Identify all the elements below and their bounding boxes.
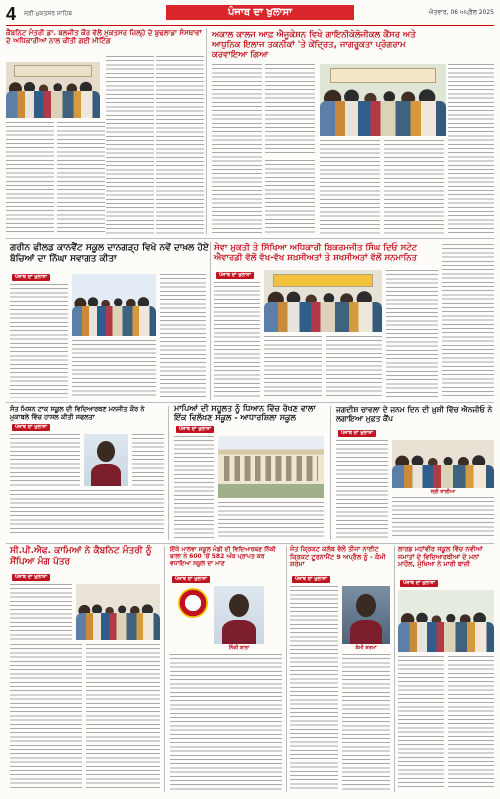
story-6-headline: ਮਾਪਿਆਂ ਦੀ ਸਹੂਲਤ ਨੂੰ ਧਿਆਨ ਵਿੱਚ ਰੱਖਣ ਵਾਲਾ ਇੱਕ ਵਿਲੱਖਣ ਸਕੂਲ - ਆਧਾਰਸ਼ਿਲਾ ਸਕੂਲ	[174, 404, 316, 423]
story-11-column-1	[398, 656, 444, 790]
story-1-column-2	[57, 122, 105, 234]
page-section-label: ਸ੍ਰੀ ਮੁਕਤਸਰ ਸਾਹਿਬ	[24, 10, 73, 17]
story-1-column-3	[106, 56, 154, 234]
story-5-photo	[84, 434, 128, 486]
story-1-headline: ਕੈਬਨਿਟ ਮੰਤਰੀ ਡਾ. ਬਲਜੀਤ ਕੌਰ ਵੱਲੋਂ ਮੁਕਤਸਰ ਜ਼ਿਲ੍ਹੇ ਦੇ ਬੁਢਲਾਡਾ ਸੰਸਥਾਵਾਂ ਦੇ ਅਧਿਕਾਰੀਆਂ ਨਾਲ ਕੀਤੀ ਗਈ ਮੀਟਿੰਗ	[6, 29, 202, 46]
story-5-column-1	[10, 434, 80, 486]
divider	[286, 546, 287, 792]
divider	[164, 546, 165, 792]
story-8-column-1	[10, 584, 72, 640]
divider	[168, 406, 169, 540]
story-3-photo	[72, 274, 156, 336]
story-4-tag: ਪੰਜਾਬ ਦਾ ਖੁਲਾਸਾ	[216, 272, 254, 279]
story-11-photo	[398, 590, 494, 652]
story-6-tag: ਪੰਜਾਬ ਦਾ ਖੁਲਾਸਾ	[176, 426, 214, 433]
story-2-column-6	[448, 64, 494, 234]
divider	[394, 546, 395, 792]
story-7-photo-caption: ਸ੍ਰੀ ਸਾਲੀਆ	[430, 489, 456, 495]
story-5-headline: ਸੰਤ ਮਿਸ਼ਨ ਟਾਕ ਸਕੂਲ ਦੀ ਵਿਦਿਆਰਥਣ ਮਨਜੀਤ ਕੌਰ ਨੇ ਮੁਕਾਬਲੇ ਵਿੱਚ ਹਾਸਲ ਕੀਤੀ ਸਫਲਤਾ	[10, 405, 145, 421]
page-number: 4	[6, 4, 17, 24]
story-4-column-2	[264, 336, 322, 398]
story-4-photo	[264, 270, 382, 332]
story-7-column-2	[392, 497, 494, 538]
story-9-photo-caption: ਨਿੱਕੀ ਬਾਲਾ	[228, 645, 250, 651]
header-rule	[6, 25, 494, 26]
story-4-headline: ਸੇਵਾ ਮੁਕਤੀ ਤੇ ਸਿੱਖਿਆ ਅਧਿਕਾਰੀ ਬਿਕਰਮਜੀਤ ਸਿੰਘ ਦਿਓ ਸਟੇਟ ਐਵਾਰਡੀ ਵੱਲੋਂ ਵੱਖ-ਵੱਖ ਸ਼ਖ਼ਸੀਅਤਾਂ ਤੇ ਸ਼ਖਸੀਅਤਾਂ ਵੱਲੋਂ ਸਨਮਾਨਿਤ	[214, 243, 418, 264]
story-3-headline: ਗਰੀਨ ਫੀਲਡ ਕਾਨਵੈਂਟ ਸਕੂਲ ਦਾਨਗੜ੍ਹ ਵਿਖੇ ਨਵੇਂ ਦਾਖ਼ਲ ਹੋਏ ਬੱਚਿਆਂ ਦਾ ਨਿੱਘਾ ਸਵਾਗਤ ਕੀਤਾ	[10, 243, 209, 264]
story-6-column-2	[218, 502, 324, 538]
divider	[6, 402, 494, 403]
story-1-column-4	[156, 56, 204, 234]
story-2-column-2	[265, 64, 315, 156]
story-10-photo	[342, 586, 390, 644]
story-10-photo-caption: ਕੰਮੀ ਸ਼ਰਮਾ	[355, 645, 377, 651]
story-9-tag: ਪੰਜਾਬ ਦਾ ਖੁਲਾਸਾ	[172, 576, 210, 583]
story-7-column-1	[336, 440, 388, 538]
story-3-column-1	[10, 284, 68, 398]
story-2-photo	[320, 64, 446, 136]
school-logo	[178, 588, 208, 618]
story-10-column-1	[290, 586, 338, 790]
story-1-photo-bodies	[6, 91, 100, 118]
story-9-column-1	[170, 654, 282, 790]
story-6-photo	[218, 436, 324, 498]
story-2-headline: ਅਕਾਲ ਕਾਲਜ ਆਫ਼ ਐਜੂਕੇਸ਼ਨ ਵਿਖੇ ਗਾਇਨੀਕੋਲੋਜੀਕਲ ਕੈਂਸਰ ਅਤੇ ਆਧੁਨਿਕ ਇਲਾਜ ਤਕਨੀਕਾਂ 'ਤੇ ਕੇਂਦ੍ਰਿਤ, ਜਾਗਰੂਕਤਾ ਪ੍ਰੋਗਰਾਮ ਕਰਵਾਇਆ ਗਿਆ	[212, 30, 416, 61]
story-10-column-2	[342, 654, 390, 790]
story-4-column-1	[214, 282, 260, 398]
story-5-tag: ਪੰਜਾਬ ਦਾ ਖੁਲਾਸਾ	[12, 424, 50, 431]
story-8-photo	[76, 584, 160, 640]
story-9-headline: ਇੱਕੋ ਮਾਲਵਾ ਸਕੂਲ ਮੰਡੀ ਦੀ ਵਿਦਿਆਰਥਣ ਨਿੱਕੀ ਬਾਲਾ ਨੇ 600 'ਚੋਂ 582 ਅੰਕ ਪ੍ਰਾਪਤ ਕਰ ਵਧਾਇਆ ਸਕੂਲ ਦਾ ਮਾਣ	[170, 546, 276, 568]
story-1-photo-banner	[14, 65, 93, 77]
masthead-band: ਪੰਜਾਬ ਦਾ ਖੁਲਾਸਾ	[166, 5, 354, 20]
story-8-column-2	[10, 644, 82, 790]
story-7-headline: ਜਗਦੀਸ਼ ਚਾਵਲਾ ਦੇ ਜਨਮ ਦਿਨ ਦੀ ਖ਼ੁਸ਼ੀ ਵਿੱਚ ਐਨਜੀਓ ਨੇ ਲਗਾਇਆ ਮੁਫ਼ਤ ਕੈਂਪ	[336, 405, 493, 423]
story-10-tag: ਪੰਜਾਬ ਦਾ ਖੁਲਾਸਾ	[292, 576, 330, 583]
story-3-column-2	[72, 340, 156, 398]
story-3-tag: ਪੰਜਾਬ ਦਾ ਖੁਲਾਸਾ	[12, 274, 50, 281]
story-7-tag: ਪੰਜਾਬ ਦਾ ਖੁਲਾਸਾ	[338, 430, 376, 437]
story-9-photo	[214, 586, 264, 644]
story-11-headline: ਲਾਰਡ ਮਹਾਂਵੀਰ ਸਕੂਲ ਵਿੱਚ ਨਵੀਆਂ ਜਮਾਤਾਂ ਦੇ ਵਿਦਿਆਰਥੀਆਂ ਦੇ ਮਨਾਂ ਮਾਹੌਲ, ਮੁੱਖਿਆ ਨੇ ਮਾਰੀ ਬਾਜ਼ੀ	[398, 545, 483, 569]
story-8-headline: ਸੀ.ਪੀ.ਐਫ. ਕਾਮਿਆਂ ਨੇ ਕੈਬਨਿਟ ਮੰਤਰੀ ਨੂੰ ਸੌਂਪਿਆ ਮੰਗ ਪੱਤਰ	[10, 546, 152, 567]
issue-date: ਐਤਵਾਰ, 06 ਅਪ੍ਰੈਲ 2025	[428, 9, 494, 16]
story-2-column-4	[384, 140, 444, 234]
story-11-column-2	[448, 656, 494, 790]
story-1-column-1	[6, 122, 54, 234]
story-3-column-3	[160, 274, 206, 398]
divider	[6, 543, 494, 544]
story-11-tag: ਪੰਜਾਬ ਦਾ ਖੁਲਾਸਾ	[400, 580, 438, 587]
story-8-column-3	[86, 644, 160, 790]
divider	[6, 238, 494, 239]
story-6-column-1	[174, 436, 214, 538]
story-5-column-2	[132, 434, 164, 486]
page-header	[6, 4, 494, 24]
story-4-column-4	[386, 270, 438, 398]
story-2-column-5	[265, 160, 315, 234]
divider	[330, 406, 331, 540]
story-4-column-3	[326, 336, 382, 398]
divider	[206, 28, 207, 234]
story-2-column-3	[320, 140, 380, 234]
story-2-column-1	[212, 64, 262, 234]
divider	[210, 242, 211, 400]
story-10-headline: ਜੋਤ ਕ੍ਰਿਕਟ ਕਲੱਬ ਵੱਲੋਂ ਤੀਜਾ ਨਾਈਟ ਕ੍ਰਿਕਟ ਟੂਰਨਾਮੈਂਟ 9 ਅਪ੍ਰੈਲ ਨੂੰ - ਕੰਮੀ ਸ਼ਰਮਾ	[290, 545, 386, 569]
story-5-column-3	[10, 490, 164, 536]
story-4-column-5	[442, 244, 494, 398]
story-7-photo	[392, 440, 494, 488]
story-1-photo	[6, 62, 100, 118]
story-8-tag: ਪੰਜਾਬ ਦਾ ਖੁਲਾਸਾ	[12, 574, 50, 581]
